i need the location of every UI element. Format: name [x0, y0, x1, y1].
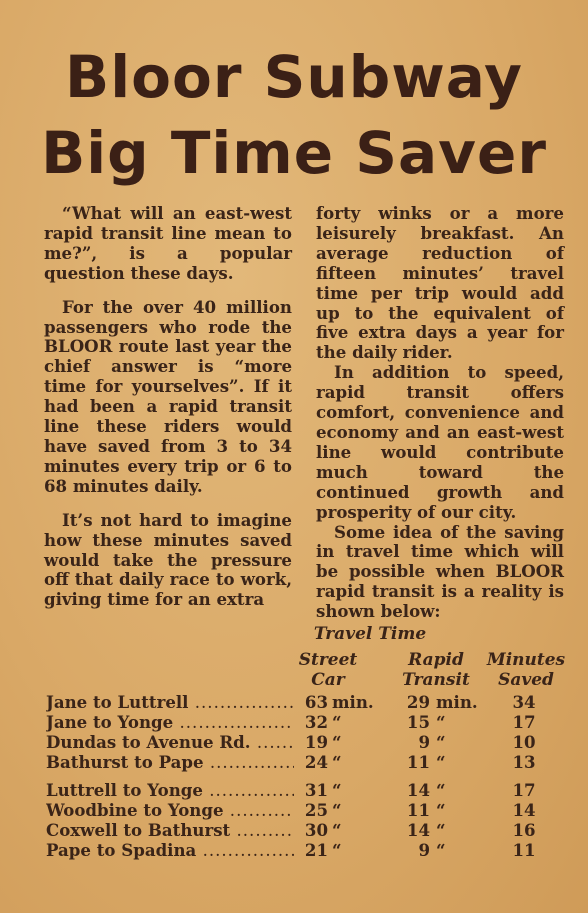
street-car-minutes: 31 — [304, 780, 328, 800]
route-cell: Pape to Spadina ..... — [46, 840, 294, 861]
street-car-unit: “ — [332, 820, 342, 840]
paragraph: Some idea of the saving in travel time which will be possible when BLOOR rapid transit is a reality is shown below: — [316, 521, 564, 622]
street-car-minutes: 32 — [304, 712, 328, 732]
col-header-saved: Saved — [498, 670, 554, 690]
col-header-rapid: Rapid — [408, 650, 464, 670]
rapid-transit-unit: “ — [436, 840, 446, 860]
route-cell: Coxwell to Bathurst ..... — [46, 820, 294, 841]
rapid-transit-minutes: 14 — [406, 780, 430, 800]
rapid-transit-unit: “ — [436, 820, 446, 840]
table-row — [46, 732, 566, 752]
route-cell: Jane to Yonge ..... — [46, 712, 294, 733]
minutes-saved: 10 — [512, 732, 536, 752]
route-cell: Woodbine to Yonge ..... — [46, 800, 294, 821]
col-header-saved: Minutes — [486, 650, 566, 670]
route-cell: Dundas to Avenue Rd. ..... — [46, 732, 294, 753]
paragraph: forty winks or a more leisurely breakfast. An average reduction of fifteen minutes’ travel time per trip would add up to the equivalent of five extra days a year for the daily rider. — [316, 203, 564, 363]
paragraph: It’s not hard to imagine how these minutes saved would take the pressure off that daily race to work, giving time for an extra — [44, 509, 292, 610]
rapid-transit-unit: “ — [436, 752, 446, 772]
rapid-transit-unit: “ — [436, 800, 446, 820]
rapid-transit-unit: min. — [436, 692, 478, 712]
minutes-saved: 13 — [512, 752, 536, 772]
table-group-header: Travel Time — [313, 624, 427, 644]
paragraph: For the over 40 million passengers who rode the BLOOR route last year the chief answer is “more time for yourselves”. If it had been a rapid transit line these riders would have saved from 3 to 34 minutes every trip or 6 to 68 minutes daily. — [44, 296, 292, 496]
table-row — [46, 752, 566, 772]
col-header-street: Car — [311, 670, 345, 690]
minutes-saved: 11 — [512, 840, 536, 860]
col-header-rapid: Transit — [402, 670, 470, 690]
route-cell: Bathurst to Pape ..... — [46, 752, 294, 773]
street-car-unit: “ — [332, 840, 342, 860]
right-column — [316, 204, 564, 622]
table-row — [46, 840, 566, 860]
street-car-unit: “ — [332, 712, 342, 732]
minutes-saved: 14 — [512, 800, 536, 820]
rapid-transit-unit: “ — [436, 712, 446, 732]
route-cell: Luttrell to Yonge ..... — [46, 780, 294, 801]
minutes-saved: 34 — [512, 692, 536, 712]
table-row — [46, 780, 566, 800]
minutes-saved: 17 — [512, 780, 536, 800]
street-car-minutes: 63 — [304, 692, 328, 712]
title-line-1: Bloor Subway — [65, 43, 523, 111]
table-row — [46, 712, 566, 732]
rapid-transit-minutes: 11 — [406, 752, 430, 772]
rapid-transit-minutes: 9 — [418, 732, 430, 752]
street-car-unit: min. — [332, 692, 374, 712]
street-car-unit: “ — [332, 780, 342, 800]
col-header-street: Street — [298, 650, 358, 670]
rapid-transit-minutes: 9 — [418, 840, 430, 860]
rapid-transit-minutes: 29 — [406, 692, 430, 712]
rapid-transit-unit: “ — [436, 732, 446, 752]
route-cell: Jane to Luttrell ..... — [46, 692, 294, 713]
street-car-unit: “ — [332, 800, 342, 820]
minutes-saved: 16 — [512, 820, 536, 840]
street-car-unit: “ — [332, 732, 342, 752]
street-car-minutes: 21 — [304, 840, 328, 860]
paragraph: In addition to speed, rapid transit offers comfort, convenience and economy and an east-west line would contribute much toward the continued growth and prosperity of our city. — [316, 362, 564, 522]
table-row — [46, 692, 566, 712]
rapid-transit-minutes: 11 — [406, 800, 430, 820]
table-row — [46, 800, 566, 820]
rapid-transit-unit: “ — [436, 780, 446, 800]
table-row — [46, 820, 566, 840]
street-car-minutes: 24 — [304, 752, 328, 772]
street-car-minutes: 19 — [304, 732, 328, 752]
street-car-minutes: 25 — [304, 800, 328, 820]
paragraph: “What will an east-west rapid transit line mean to me?”, is a popular question these days. — [44, 203, 292, 283]
rapid-transit-minutes: 15 — [406, 712, 430, 732]
rapid-transit-minutes: 14 — [406, 820, 430, 840]
street-car-minutes: 30 — [304, 820, 328, 840]
minutes-saved: 17 — [512, 712, 536, 732]
title-line-2: Big Time Saver — [41, 119, 547, 187]
street-car-unit: “ — [332, 752, 342, 772]
left-column — [44, 204, 292, 610]
